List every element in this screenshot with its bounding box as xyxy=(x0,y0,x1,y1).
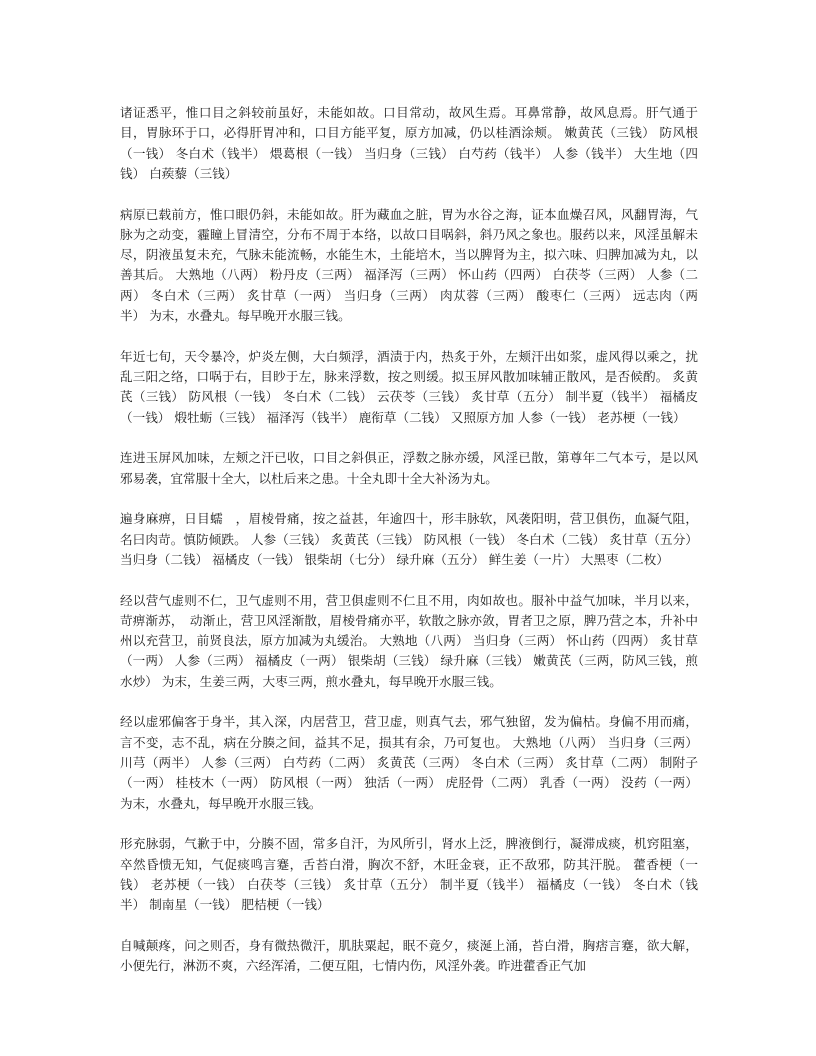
document-page xyxy=(120,103,698,997)
paragraph-3: 年近七旬，天令暴冷，炉炎左侧，大白频浮，酒渍于内，热炙于外，左颊汗出如浆，虚风得以乘之，扰乱三阳之络，口㖞于右，目眇于左，脉来浮数，按之则缓。拟玉屏风散加味辅正散风，是否候酌。 炙黄芪（三钱） 防风根（一钱） 冬白术（二钱） 云茯苓（三钱） 炙甘草（五分） 制半夏（钱半） 福橘皮（一钱） 煅牡蛎（三钱） 福泽泻（钱半） 鹿衔草（二钱） 又照原方加 人参（一钱） 老苏梗（一钱） xyxy=(120,348,698,425)
paragraph-6: 经以营气虚则不仁，卫气虚则不用，营卫俱虚则不仁且不用，肉如故也。服补中益气加味，半月以来，苛痹渐苏， 动渐止，营卫风淫渐散，眉棱骨痛亦平，软散之脉亦敛，胃者卫之原，脾乃营之本，升补中州以充营卫，前贤良法，原方加减为丸缓治。 大熟地（八两） 当归身（三两） 怀山药（四两） 炙甘草（一两） 人参（三两） 福橘皮（一两） 银柴胡（三钱） 绿升麻（三钱） 嫩黄芪（三两，防风三钱，煎水炒） 为末，生姜三两，大枣三两，煎水叠丸，每早晚开水服三钱。 xyxy=(120,592,698,689)
paragraph-9: 自喊颠疼，问之则否，身有微热微汗，肌肤粟起，眠不竟夕，痰涎上涌，苔白滑，胸痞言蹇，欲大解，小便先行，淋沥不爽，六经浑淆，二便互阻，七情内伤，风淫外袭。昨进藿香正气加 xyxy=(120,937,698,974)
paragraph-1: 诸证悉平，惟口目之斜较前虽好，未能如故。口目常动，故风生焉。耳鼻常静，故风息焉。肝气通于目，胃脉环于口，必得肝胃冲和，口目方能平复，原方加减，仍以桂酒涂颊。 嫩黄芪（三钱） 防风根（一钱） 冬白术（钱半） 煨葛根（一钱） 当归身（三钱） 白芍药（钱半） 人参（钱半） 大生地（四钱） 白蒺藜（三钱） xyxy=(120,105,698,181)
paragraph-4: 连进玉屏风加味，左颊之汗已收，口目之斜俱正，浮数之脉亦缓，风淫已散，第尊年二气本亏，是以风邪易袭，宜常服十全大，以杜后来之患。十全丸即十全大补汤为丸。 xyxy=(120,450,698,486)
paragraph-8: 形充脉弱，气歉于中，分腠不固，常多自汗，为风所引，肾水上泛，脾液倒行，凝滞成痰，机窍阻塞，卒然昏愦无知，气促痰鸣言蹇，舌苔白滑，胸次不舒，木旺金衰，正不敌邪，防其汗脱。 藿香梗（一钱） 老苏梗（一钱） 白茯苓（三钱） 炙甘草（五分） 制半夏（钱半） 福橘皮（一钱） 冬白术（钱半） 制南星（一钱） 肥桔梗（一钱） xyxy=(120,836,698,913)
paragraph-5: 遍身麻痹，日目蠕 ，眉棱骨痛，按之益甚，年逾四十，形丰脉软，风袭阳明，营卫俱伤，血凝气阻，名曰肉苛。慎防倾跌。 人参（三钱） 炙黄芪（三钱） 防风根（一钱） 冬白术（二钱） 炙甘草（五分） 当归身（二钱） 福橘皮（一钱） 银柴胡（七分） 绿升麻（五分） 鲜生姜（一片） 大黑枣（二枚） xyxy=(120,511,698,567)
paragraph-7: 经以虚邪偏客于身半，其入深，内居营卫，营卫虚，则真气去，邪气独留，发为偏枯。身偏不用而痛，言不变，志不乱，病在分腠之间，益其不足，损其有余，乃可复也。 大熟地（八两） 当归身（三两） 川芎（两半） 人参（三两） 白芍药（二两） 炙黄芪（三两） 冬白术（三两） 炙甘草（二两） 制附子（一两） 桂枝木（一两） 防风根（一两） 独活（一两） 虎胫骨（二两） 乳香（一两） 没药（一两） 为末，水叠丸，每早晚开水服三钱。 xyxy=(120,714,698,811)
paragraph-2: 病原已载前方，惟口眼仍斜，未能如故。肝为藏血之脏，胃为水谷之海，证本血燥召风，风翻胃海，气脉为之动变，霾瞳上冒清空，分布不周于本络，以故口目㖞斜，斜乃风之象也。服药以来，风淫虽解未尽，阴液虽复未充，气脉未能流畅，水能生木，土能培木，当以脾肾为主，拟六味、归脾加减为丸，以善其后。 大熟地（八两） 粉丹皮（三两） 福泽泻（三两） 怀山药（四两） 白茯苓（三两） 人参（二两） 冬白术（三两） 炙甘草（一两） 当归身（三两） 肉苁蓉（三两） 酸枣仁（三两） 远志肉（两半） 为末，水叠丸。每早晚开水服三钱。 xyxy=(120,206,698,324)
